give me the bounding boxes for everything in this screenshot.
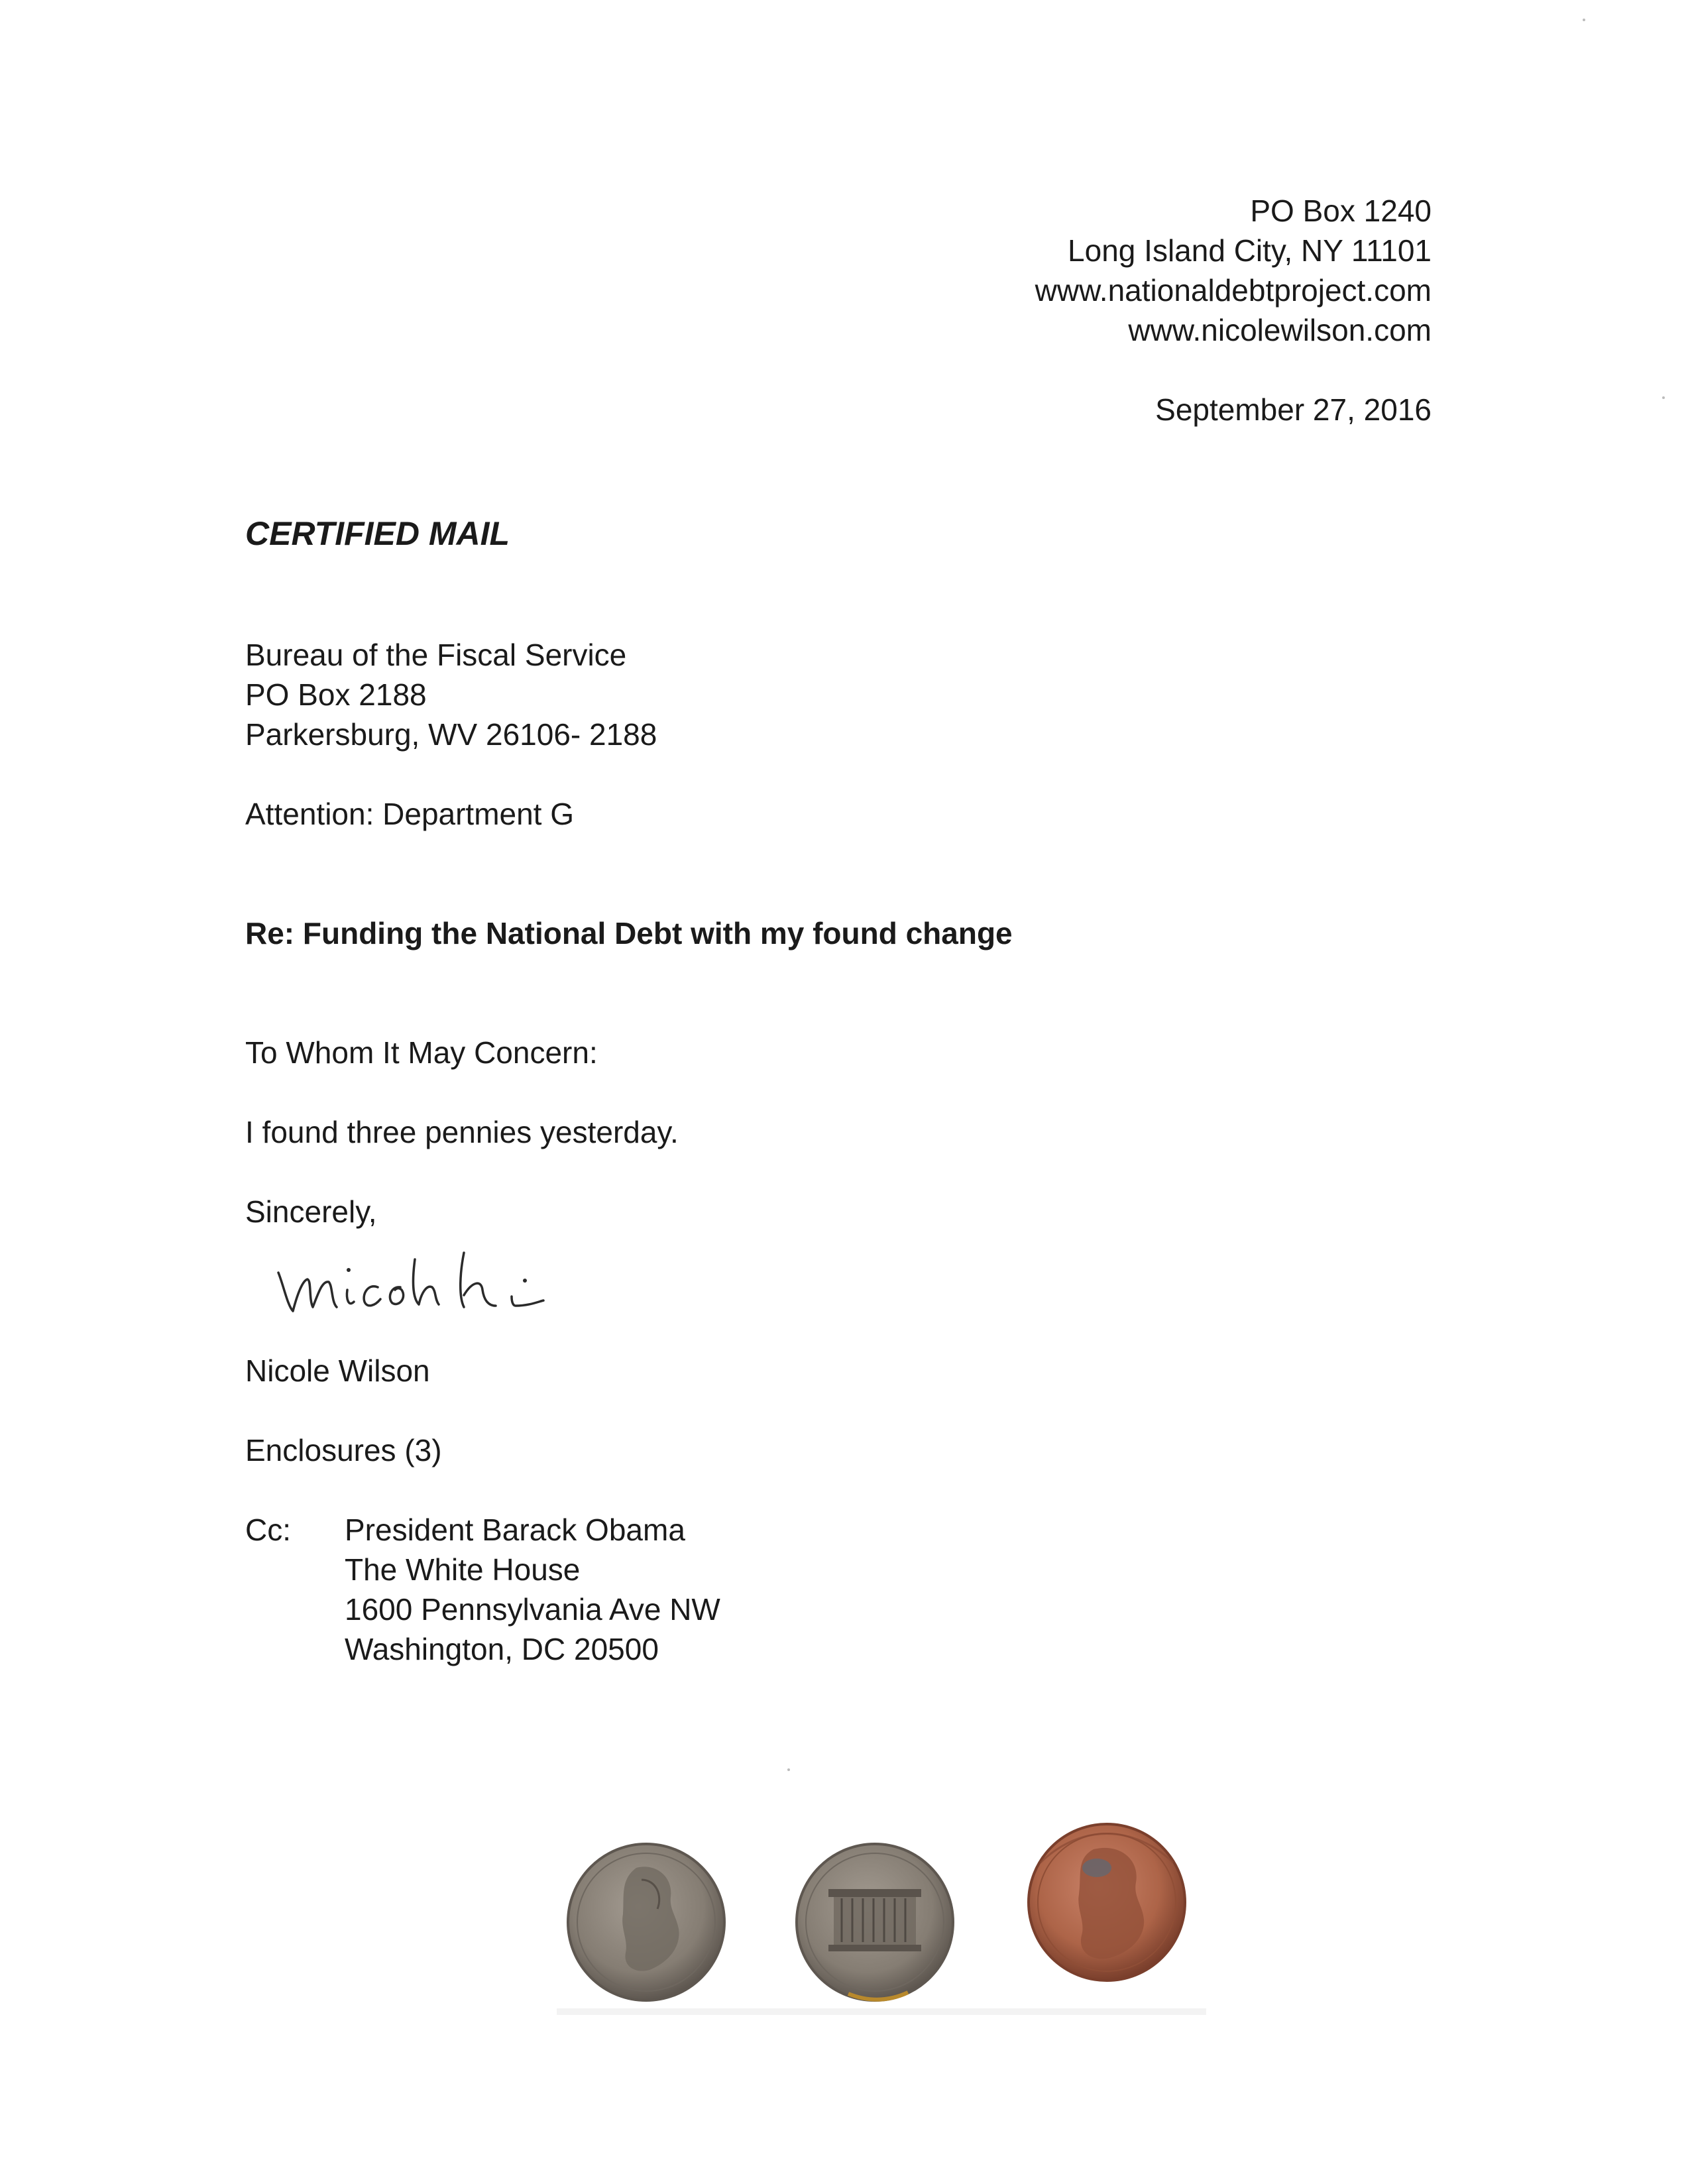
return-address-line1: PO Box 1240 [1250,194,1432,228]
cc-line1: The White House [345,1552,581,1587]
return-address [1035,191,1432,350]
letter-body: I found three pennies yesterday. [245,1115,679,1149]
penny-reverse-icon [797,1844,953,2000]
letter-date: September 27, 2016 [1155,392,1432,427]
subject-line: Re: Funding the National Debt with my found change [245,916,1013,950]
enclosures-note: Enclosures (3) [245,1433,442,1467]
signer-name: Nicole Wilson [245,1353,430,1388]
cc-line2: 1600 Pennsylvania Ave NW [345,1592,720,1627]
recipient-line2: Parkersburg, WV 26106- 2188 [245,717,657,752]
return-address-line2: Long Island City, NY 11101 [1068,233,1432,268]
recipient-line1: PO Box 2188 [245,677,427,712]
penny-obverse-icon [568,1844,724,2000]
delivery-method: CERTIFIED MAIL [245,515,510,552]
recipient-name: Bureau of the Fiscal Service [245,638,627,672]
attention-line: Attention: Department G [245,797,575,831]
cc-label: Cc: [245,1513,291,1547]
scan-speck [1657,391,1670,404]
handwritten-signature-icon [265,1233,610,1332]
closing: Sincerely, [245,1194,377,1229]
website-link-1[interactable]: www.nationaldebtproject.com [1035,273,1432,308]
recipient-address [245,635,657,754]
website-link-2[interactable]: www.nicolewilson.com [1128,313,1432,347]
penny-obverse-icon [1029,1824,1185,1981]
cc-line3: Washington, DC 20500 [345,1632,659,1666]
salutation: To Whom It May Concern: [245,1035,598,1070]
cc-name: President Barack Obama [345,1513,685,1547]
enclosed-pennies [557,1816,1206,2041]
scan-speck [782,1763,795,1776]
cc-recipient [345,1510,720,1669]
scan-speck [1577,13,1591,27]
